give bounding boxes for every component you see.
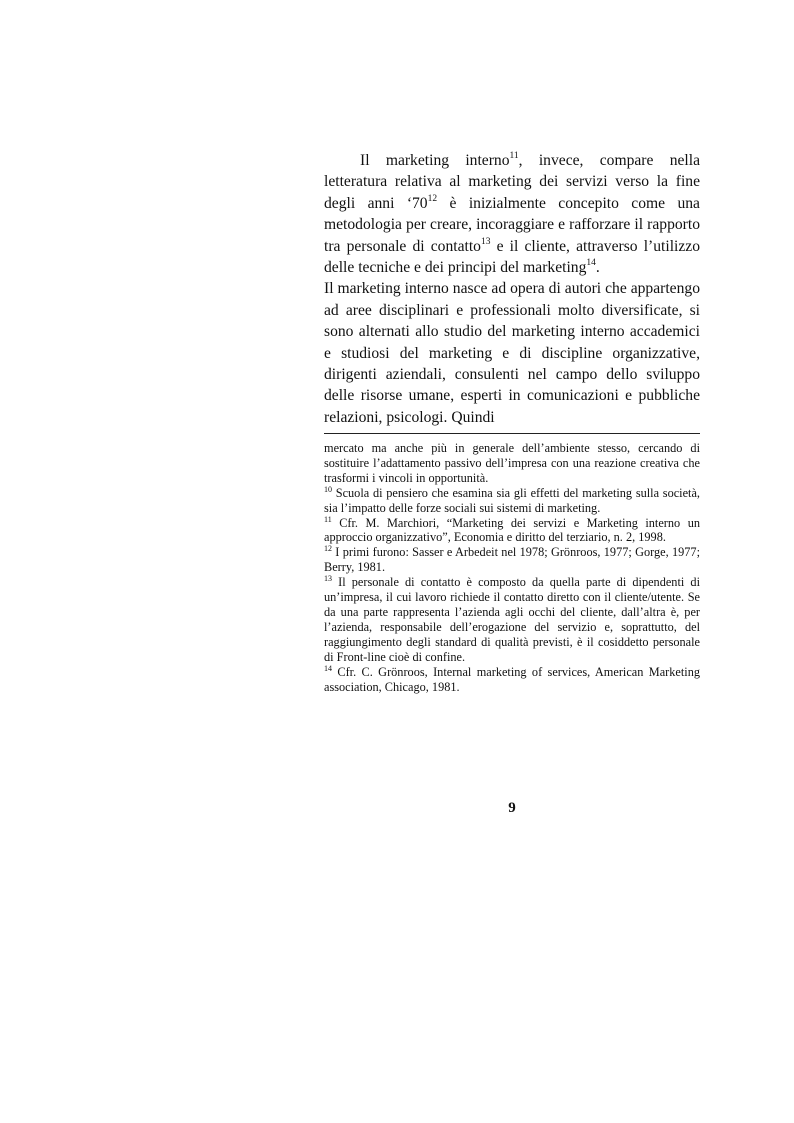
footnote-12 <box>324 545 700 575</box>
footnote-number: 12 <box>324 544 332 554</box>
footnote-14 <box>324 665 700 695</box>
text-run: è inizialmente concepito come una metodologia per creare, incoraggiare e rafforzare il rapporto tra personale di contatto <box>324 194 700 255</box>
paragraph-1 <box>324 150 700 278</box>
footnote-13 <box>324 575 700 664</box>
text-run: e il cliente, attraverso l’utilizzo delle tecniche e dei principi del marketing <box>324 237 700 277</box>
footnote-number: 14 <box>324 663 332 673</box>
footnote-number: 13 <box>324 574 332 584</box>
footnote-11 <box>324 516 700 546</box>
footnote-10 <box>324 486 700 516</box>
page-number: 9 <box>508 800 516 816</box>
main-text <box>324 150 700 428</box>
footnote-number: 11 <box>324 514 332 524</box>
text-run: , invece, compare nella letteratura relativa al marketing dei servizi verso la fine degli anni ‘70 <box>324 152 700 212</box>
footnotes <box>324 441 700 694</box>
footnote-ref-11[interactable]: 11 <box>509 151 519 161</box>
footnote-ref-14[interactable]: 14 <box>586 258 596 269</box>
paragraph-2: Il marketing interno nasce ad opera di autori che appartengo ad aree disciplinari e professionali molto diversificate, si sono alternati allo studio del marketing interno accademici e studiosi del marketing e di discipline organizzative, dirigenti aziendali, consulenti nel campo dello sviluppo delle risorse umane, esperti in comunicazioni e pubbliche relazioni, psicologi. Quindi <box>324 280 700 426</box>
footnote-number: 10 <box>324 484 332 494</box>
footnote-text: Cfr. C. Grönroos, Internal marketing of services, American Marketing association, Chicago, 1981. <box>324 664 700 694</box>
text-run: . <box>595 259 600 277</box>
footnote-ref-13[interactable]: 13 <box>480 236 491 247</box>
footnote-text: I primi furono: Sasser e Arbedeit nel 1978; Grönroos, 1977; Gorge, 1977; Berry, 1981. <box>324 545 700 575</box>
footnote-continued: mercato ma anche più in generale dell’ambiente stesso, cercando di sostituire l’adattamento passivo dell’impresa con una reazione creativa che trasformi i vincoli in opportunità. <box>324 441 700 485</box>
text-run: Il marketing interno <box>360 152 510 169</box>
footnote-ref-12[interactable]: 12 <box>427 193 438 204</box>
footnote-text: Scuola di pensiero che esamina sia gli effetti del marketing sulla società, sia l’impatto delle forze sociali sui sistemi di marketing. <box>324 485 700 515</box>
footnote-text: Cfr. M. Marchiori, “Marketing dei servizi e Marketing interno un approccio organizzativo”, Economia e diritto del terziario, n. 2, 1998. <box>324 515 700 545</box>
footnote-text: Il personale di contatto è composto da quella parte di dipendenti di un’impresa, il cui lavoro richiede il contatto diretto con il cliente/utente. Se da una parte rappresenta l’azienda agli occhi del cliente, dall’altra è, per l’azienda, responsabile dell’erogazione del servizio e, soprattutto, del raggiungimento degli standard di qualità previsti, è il cosiddetto personale di Front-line cioè di confine. <box>324 575 700 664</box>
footnote-separator <box>324 433 700 434</box>
